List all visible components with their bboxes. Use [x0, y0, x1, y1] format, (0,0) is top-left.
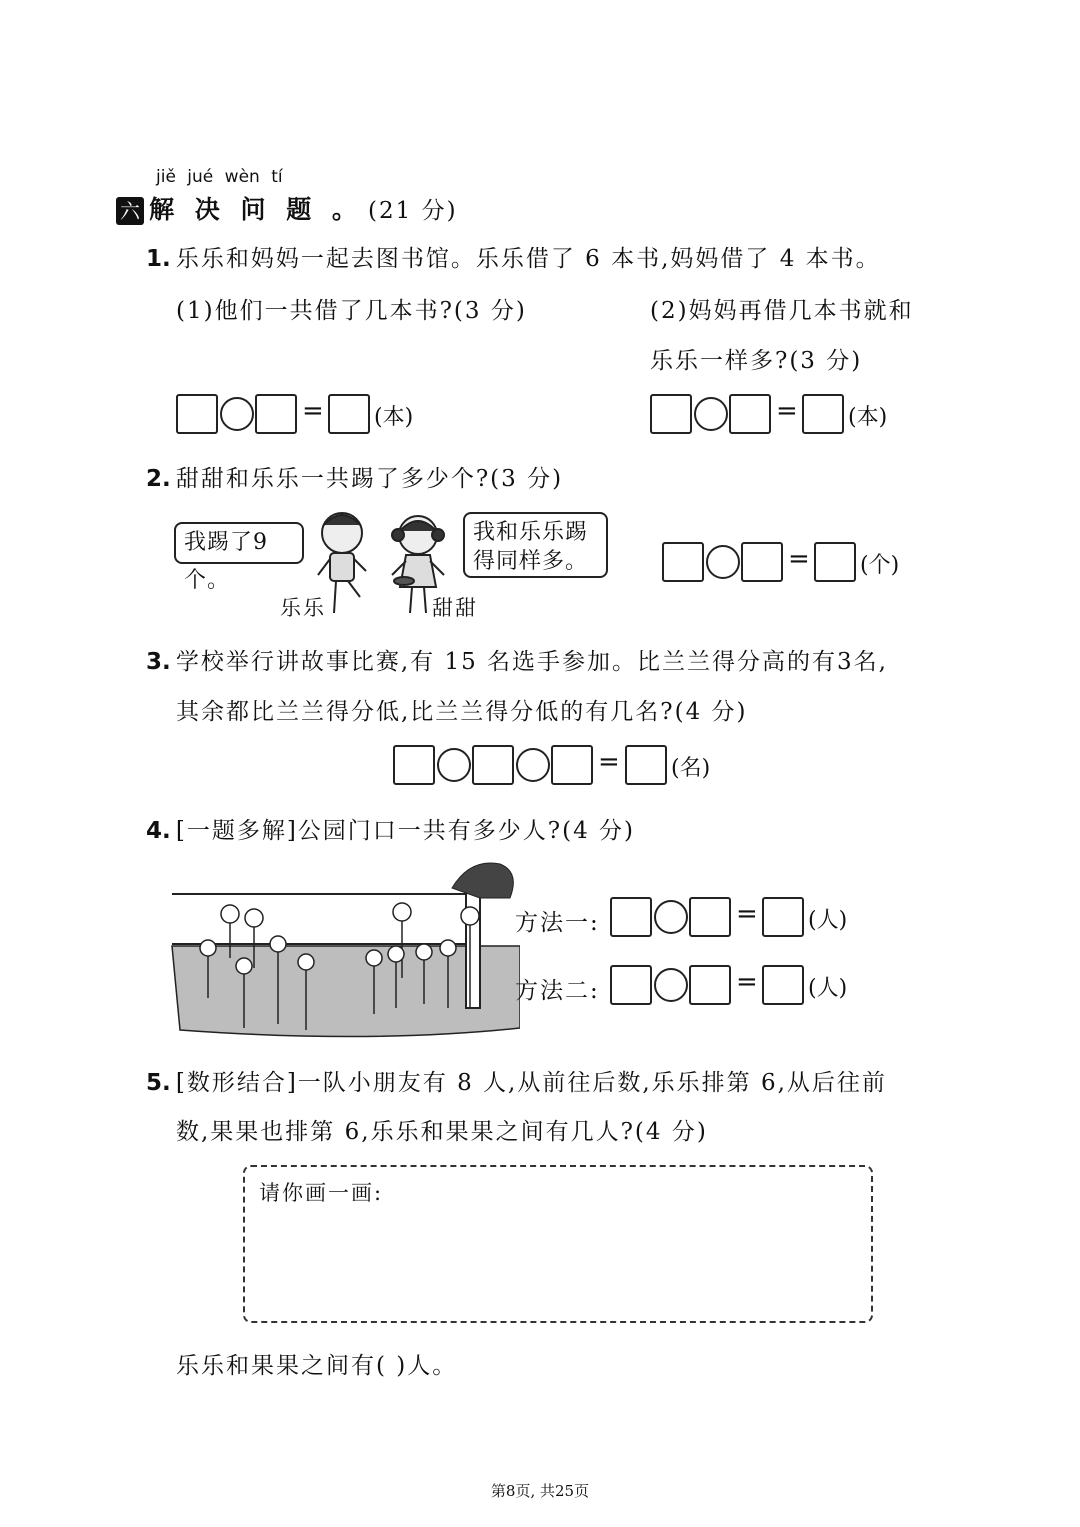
equals-sign: = [736, 967, 758, 997]
equals-sign: = [736, 899, 758, 929]
question-number: 1. [146, 246, 171, 272]
question-number: 5. [146, 1070, 171, 1096]
equals-sign: = [302, 396, 324, 426]
equals-sign: = [598, 747, 620, 777]
answer-box[interactable] [814, 542, 856, 582]
question-5 [146, 1064, 887, 1097]
unit-label: (人) [808, 976, 848, 1001]
drawing-area[interactable] [243, 1165, 873, 1323]
question-text-line2: 数,果果也排第 6,乐乐和果果之间有几人?(4 分) [176, 1119, 708, 1145]
q1-sub2-line2: 乐乐一样多?(3 分) [650, 348, 863, 374]
method-2-label: 方法二: [515, 978, 600, 1004]
answer-box[interactable] [802, 394, 844, 434]
question-text: [一题多解]公园门口一共有多少人?(4 分) [175, 818, 636, 844]
answer-box[interactable] [650, 394, 692, 434]
equals-sign: = [788, 544, 810, 574]
section-score: (21 分) [368, 198, 458, 224]
question-number: 3. [146, 649, 171, 675]
operator-circle[interactable] [654, 968, 688, 1002]
answer-box[interactable] [762, 965, 804, 1005]
question-1 [146, 240, 881, 273]
answer-box[interactable] [741, 542, 783, 582]
page-number: 第8页, 共25页 [490, 1482, 590, 1500]
answer-box[interactable] [328, 394, 370, 434]
answer-box[interactable] [472, 745, 514, 785]
operator-circle[interactable] [694, 397, 728, 431]
operator-circle[interactable] [654, 900, 688, 934]
operator-circle[interactable] [516, 748, 550, 782]
answer-box[interactable] [610, 897, 652, 937]
operator-circle[interactable] [220, 397, 254, 431]
name-right: 甜甜 [432, 596, 478, 620]
answer-box[interactable] [176, 394, 218, 434]
unit-label: (本) [848, 405, 888, 430]
answer-box[interactable] [662, 542, 704, 582]
name-left: 乐乐 [280, 596, 326, 620]
answer-box[interactable] [393, 745, 435, 785]
section-number-badge: 六 [116, 197, 144, 225]
question-3 [146, 643, 888, 676]
drawing-area-label: 请你画一画: [259, 1181, 384, 1205]
bubble-text-line1: 我和乐乐踢 [473, 520, 589, 545]
answer-box[interactable] [551, 745, 593, 785]
answer-box[interactable] [625, 745, 667, 785]
question-text: 乐乐和妈妈一起去图书馆。乐乐借了 6 本书,妈妈借了 4 本书。 [175, 246, 881, 272]
q1-sub2-line1: (2)妈妈再借几本书就和 [650, 298, 914, 324]
unit-label: (名) [671, 756, 711, 781]
operator-circle[interactable] [437, 748, 471, 782]
question-text-line2: 其余都比兰兰得分低,比兰兰得分低的有几名?(4 分) [176, 699, 748, 725]
answer-box[interactable] [255, 394, 297, 434]
section-pinyin: jiě jué wèn tí [156, 167, 283, 187]
section-header [116, 190, 458, 226]
question-text: 甜甜和乐乐一共踢了多少个?(3 分) [175, 466, 564, 492]
question-number: 2. [146, 466, 171, 492]
answer-box[interactable] [610, 965, 652, 1005]
section-title: 解 决 问 题 。 [149, 195, 363, 224]
operator-circle[interactable] [706, 545, 740, 579]
park-gate-illustration [170, 858, 520, 1043]
question-text-line1: 学校举行讲故事比赛,有 15 名选手参加。比兰兰得分高的有3名, [175, 649, 888, 675]
answer-box[interactable] [689, 965, 731, 1005]
method-1-label: 方法一: [515, 910, 600, 936]
answer-box[interactable] [762, 897, 804, 937]
question-text-line1: [数形结合]一队小朋友有 8 人,从前往后数,乐乐排第 6,从后往前 [175, 1070, 887, 1096]
unit-label: (本) [374, 405, 414, 430]
bubble-text-line2: 得同样多。 [473, 549, 589, 574]
q1-sub1: (1)他们一共借了几本书?(3 分) [176, 298, 527, 324]
speech-bubble-right [463, 512, 608, 578]
unit-label: (人) [808, 908, 848, 933]
q5-answer-line: 乐乐和果果之间有( )人。 [176, 1353, 458, 1379]
speech-bubble-left [174, 522, 304, 593]
bubble-text: 我踢了9个。 [184, 530, 268, 593]
unit-label: (个) [860, 553, 900, 578]
question-4 [146, 812, 635, 845]
equals-sign: = [776, 396, 798, 426]
answer-box[interactable] [729, 394, 771, 434]
answer-box[interactable] [689, 897, 731, 937]
question-2 [146, 460, 563, 493]
question-number: 4. [146, 818, 171, 844]
